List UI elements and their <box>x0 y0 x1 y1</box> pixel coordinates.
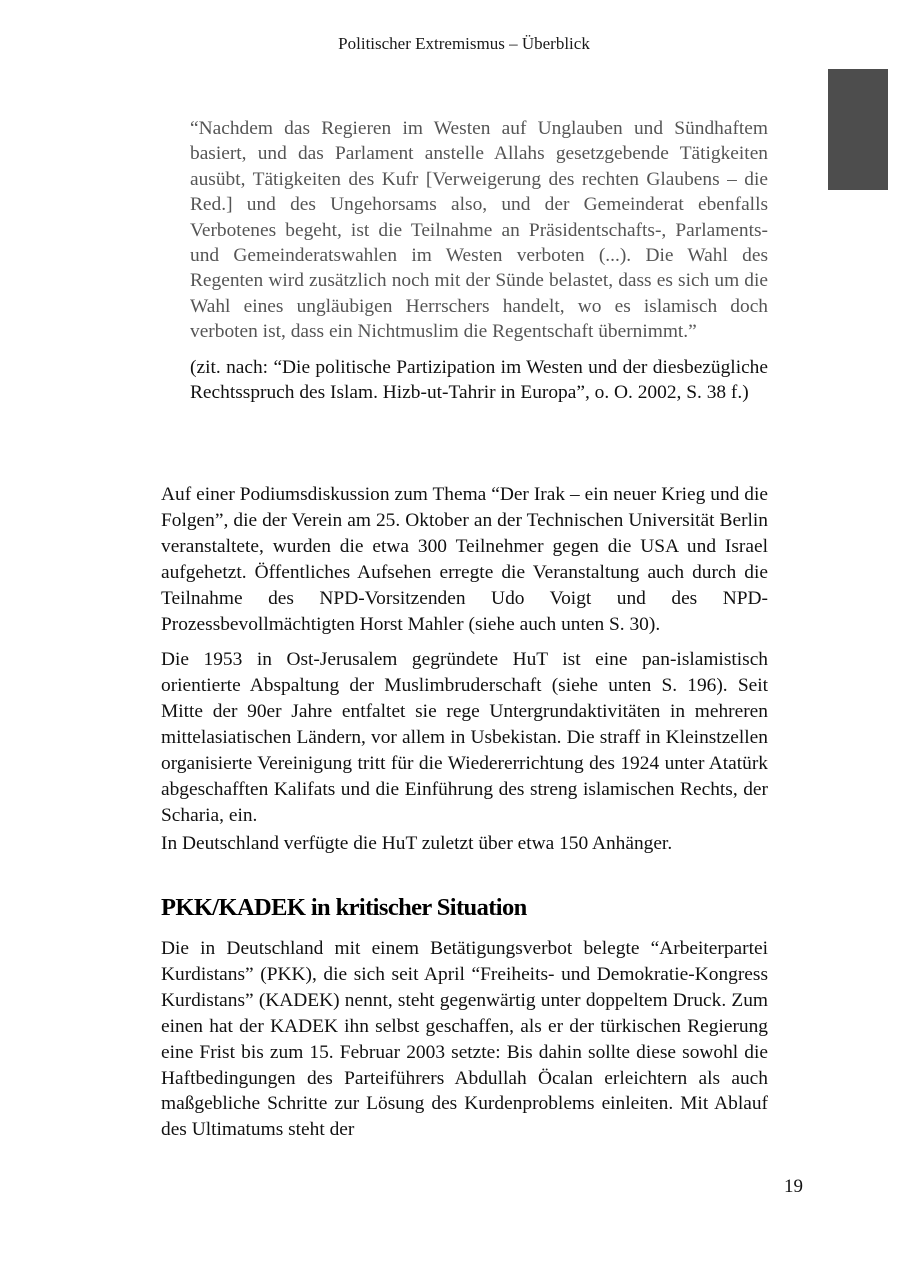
quote-block <box>190 116 768 405</box>
paragraph-hut-followers: In Deutschland verfügte die HuT zuletzt über etwa 150 Anhänger. <box>161 832 673 854</box>
page-number: 19 <box>784 1176 803 1197</box>
running-header: Politischer Extremismus – Überblick <box>338 34 590 53</box>
quote-source: (zit. nach: “Die politische Partizipation im Westen und der diesbezügliche Rechtsspruch des Islam. Hizb-ut-Tahrir in Europa”, o. O. 2002, S. 38 f.) <box>190 356 768 404</box>
paragraph-podiumsdiskussion: Auf einer Podiumsdiskussion zum Thema “Der Irak – ein neuer Krieg und die Folgen”, die der Verein am 25. Oktober an der Technischen Universität Berlin veranstaltete, wurden die etwa 300 Teilnehmer gegen die USA und Israel aufgehetzt. Öffentliches Aufsehen erregte die Veranstaltung auch durch die Teilnahme des NPD-Vorsitzenden Udo Voigt und des NPD-Prozessbevollmächtigten Horst Mahler (siehe auch unten S. 30). <box>161 484 768 635</box>
quote-text: “Nachdem das Regieren im Westen auf Unglauben und Sündhaftem basiert, und das Parlament anstelle Allahs gesetzgebende Tätigkeiten ausübt, Tätigkeiten des Kufr [Verweigerung des rechten Glaubens – die Red.] und des Ungehorsams also, und der Gemeinderat ebenfalls Verbotenes begeht, ist die Teilnahme an Präsidentschafts-, Parlaments- und Gemeinderatswahlen im Westen verboten (...). Die Wahl des Regenten wird zusätzlich noch mit der Sünde belastet, dass es sich um die Wahl eines ungläubigen Herrschers handelt, wo es islamisch doch verboten ist, dass ein Nichtmuslim die Regentschaft übernimmt.” <box>190 118 768 343</box>
paragraph-pkk-kadek: Die in Deutschland mit einem Betätigungsverbot belegte “Arbeiterpartei Kurdistans” (PKK), die sich seit April “Freiheits- und Demokratie-Kongress Kurdistans” (KADEK) nennt, steht gegenwärtig unter doppeltem Druck. Zum einen hat der KADEK ihn selbst geschaffen, als er der türkischen Regierung eine Frist bis zum 15. Februar 2003 setzte: Bis dahin sollte diese sowohl die Haftbedingungen des Parteiführers Abdullah Öcalan erleichtern als auch maßgebliche Schritte zur Lösung des Kurdenproblems einleiten. Mit Ablauf des Ultimatums steht der <box>161 938 768 1141</box>
body-section-hut <box>161 482 768 857</box>
chapter-tab-marker <box>828 69 888 190</box>
body-section-pkk <box>161 936 768 1143</box>
section-heading-pkk-kadek: PKK/KADEK in kritischer Situation <box>161 894 527 921</box>
paragraph-hut-history: Die 1953 in Ost-Jerusalem gegründete HuT ist eine pan-islamistisch orientierte Abspaltung der Muslimbruderschaft (siehe unten S. 196). Seit Mitte der 90er Jahre entfaltet sie rege Untergrundaktivitäten in mehreren mittelasiatischen Ländern, vor allem in Usbekistan. Die straff in Kleinstzellen organisierte Vereinigung tritt für die Wiedererrichtung des 1924 unter Atatürk abgeschafften Kalifats und die Einführung des streng islamischen Rechts, der Scharia, ein. <box>161 649 768 826</box>
